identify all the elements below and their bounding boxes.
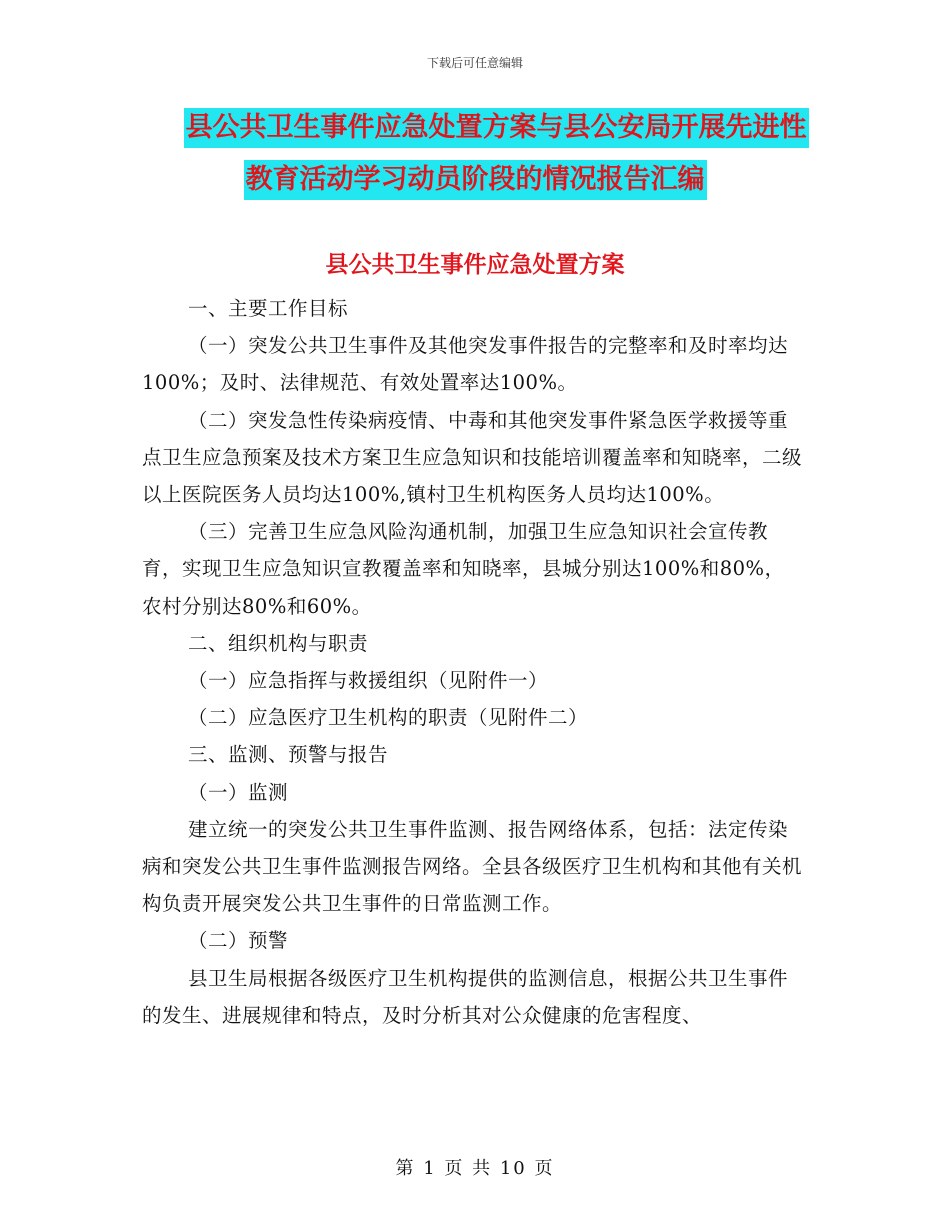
- section-heading: 县公共卫生事件应急处置方案: [325, 252, 625, 278]
- paragraph-goal-1: （一）突发公共卫生事件及其他突发事件报告的完整率和及时率均达100%；及时、法律规范、有效处置率达100%。: [142, 334, 789, 395]
- heading-main-goals: 一、主要工作目标: [188, 297, 349, 320]
- heading-monitoring: 三、监测、预警与报告: [188, 743, 389, 767]
- subheading-warning: （二）预警: [188, 929, 289, 953]
- paragraph-monitoring: 建立统一的突发公共卫生事件监测、报告网络体系，包括：法定传染病和突发公共卫生事件监测报告网络。全县各级医疗卫生机构和其他有关机构负责开展突发公共卫生事件的日常监测工作。: [142, 817, 803, 916]
- header-note: 下载后可任意编辑: [426, 56, 523, 70]
- page-footer: 第 1 页 共 10 页: [395, 1158, 555, 1179]
- item-medical-duties: （二）应急医疗卫生机构的职责（见附件二）: [188, 706, 589, 730]
- document-body: [142, 290, 802, 1034]
- heading-organization: 二、组织机构与职责: [188, 631, 369, 655]
- paragraph-goal-3: （三）完善卫生应急风险沟通机制，加强卫生应急知识社会宣传教育，实现卫生应急知识宣教覆盖率和知晓率，县城分别达100%和80%，农村分别达80%和60%。: [142, 520, 785, 618]
- paragraph-warning: 县卫生局根据各级医疗卫生机构提供的监测信息，根据公共卫生事件的发生、进展规律和特点，及时分析其对公众健康的危害程度、: [142, 966, 789, 1027]
- title-line-2: 教育活动学习动员阶段的情况报告汇编: [244, 160, 707, 200]
- paragraph-goal-2: （二）突发急性传染病疫情、中毒和其他突发事件紧急医学救援等重点卫生应急预案及技术方案卫生应急知识和技能培训覆盖率和知晓率，二级以上医院医务人员均达100%,镇村卫生机构医务人员均达100%。: [142, 408, 803, 507]
- document-title: [0, 108, 950, 212]
- title-line-1: 县公共卫生事件应急处置方案与县公安局开展先进性: [184, 108, 809, 148]
- item-command-rescue: （一）应急指挥与救援组织（见附件一）: [188, 669, 549, 693]
- subheading-monitoring: （一）监测: [188, 780, 289, 804]
